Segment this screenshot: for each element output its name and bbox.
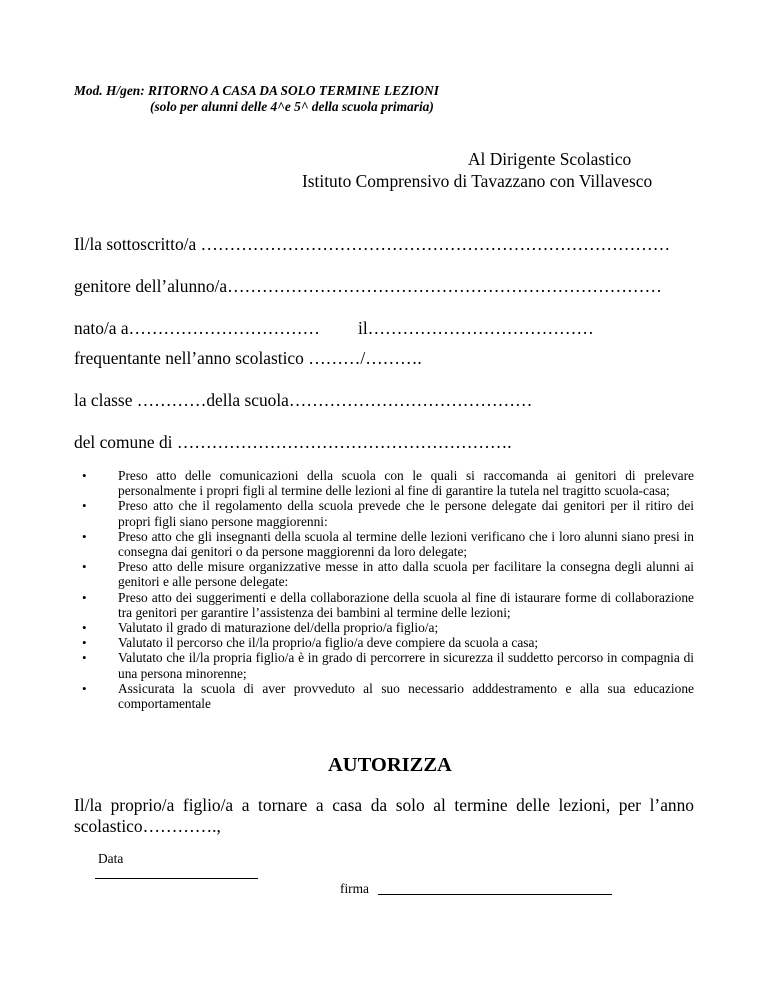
list-item [82,498,694,528]
bullet-icon: • [82,620,87,636]
signature-label: firma [340,881,369,896]
list-item-text: Assicurata la scuola di aver provveduto al suo necessario adddestramento e alla sua educazione comportamentale [118,680,694,712]
form-subtitle: (solo per alunni delle 4^e 5^ della scuola primaria) [150,99,434,114]
list-item-text: Preso atto dei suggerimenti e della collaborazione della scuola al fine di istaurare forme di collaborazione tra genitori per garantire l’assistenza dei bambini al termine delle lezioni; [118,589,694,620]
field-parent-of: genitore dell’alunno/a………………………………………………………………… [74,276,662,296]
list-item-text: Preso atto delle misure organizzative messe in atto dalla scuola per facilitare la consegna degli alunni ai genitori e alle persone delegate: [118,559,694,590]
field-undersigned: Il/la sottoscritto/a ……………………………………………………………………… [74,234,671,254]
field-class-school: la classe …………della scuola…………………………………… [74,390,533,410]
list-item [82,635,694,650]
authorization-heading: AUTORIZZA [328,754,452,776]
date-label: Data [98,851,124,866]
bullet-icon: • [82,680,87,696]
list-item-text: Preso atto che gli insegnanti della scuola al termine delle lezioni verificano che i loro alunni siano presi in consegna dai genitori o da persone maggiorenni da loro delegate; [118,528,694,560]
date-line [95,878,258,879]
form-code-title: Mod. H/gen: RITORNO A CASA DA SOLO TERMINE LEZIONI [74,83,439,98]
signature-line [378,894,612,895]
list-item [82,650,694,680]
list-item-text: Valutato il grado di maturazione del/della proprio/a figlio/a; [118,620,439,636]
field-born-in: nato/a a…………………………… [74,318,320,338]
field-born-on: il………………………………… [358,318,594,338]
list-item [82,620,694,635]
bullet-icon: • [82,650,87,666]
bullet-icon: • [82,528,87,544]
list-item [82,590,694,620]
list-item [82,681,694,711]
list-item-text: Valutato il percorso che il/la proprio/a figlio/a deve compiere da scuola a casa; [118,635,539,651]
list-item [82,468,694,498]
list-item [82,559,694,589]
bullet-icon: • [82,468,87,483]
bullet-icon: • [82,589,87,605]
list-item [82,529,694,559]
bullet-icon: • [82,635,87,651]
list-item-text: Valutato che il/la propria figlio/a è in grado di percorrere in sicurezza il suddetto percorso in compagnia di una persona minorenne; [118,650,694,681]
bullet-icon: • [82,498,87,514]
field-municipality: del comune di …………………………………………………. [74,432,512,452]
recipient-institute: Istituto Comprensivo di Tavazzano con Villavesco [302,171,653,191]
bullet-icon: • [82,559,87,575]
list-item-text: Preso atto che il regolamento della scuola prevede che le persone delegate dai genitori per il ritiro dei propri figli siano persone maggiorenni: [118,498,694,529]
declarations-list [82,468,694,711]
list-item-text: Preso atto delle comunicazioni della scuola con le quali si raccomanda ai genitori di prelevare personalmente i propri figli al termine delle lezioni al fine di garantire la tutela nel tragitto scuola-casa; [118,468,694,499]
field-school-year: frequentante nell’anno scolastico ………/………. [74,348,422,368]
authorization-text: Il/la proprio/a figlio/a a tornare a casa da solo al termine delle lezioni, per l’anno scolastico…………., [74,795,694,836]
recipient-title: Al Dirigente Scolastico [468,149,632,169]
